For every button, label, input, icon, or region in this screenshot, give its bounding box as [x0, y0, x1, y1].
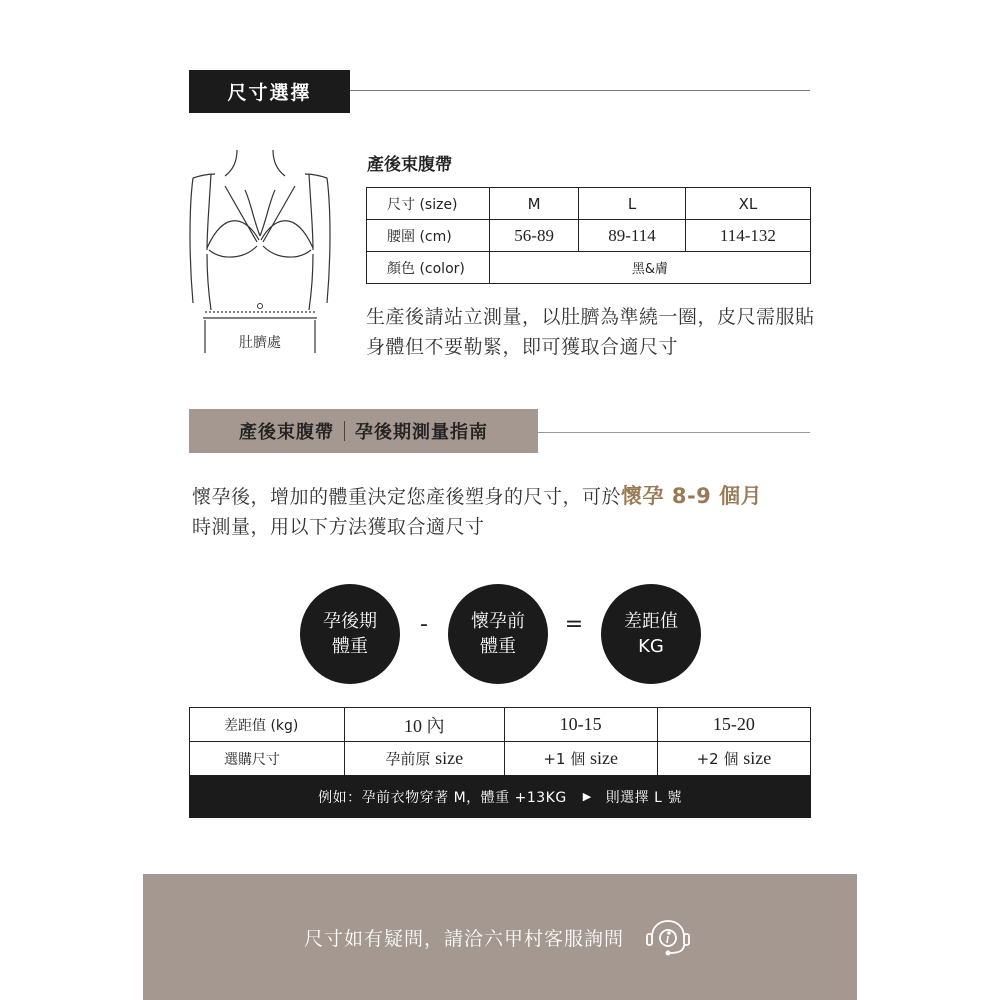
product-title: 產後束腹帶	[367, 155, 452, 175]
table-cell: 黑&膚	[490, 252, 811, 284]
formula-later-weight	[300, 584, 400, 684]
equals-sign: =	[564, 612, 584, 637]
table-cell	[504, 708, 657, 742]
cell-prefix: +1 個	[543, 750, 590, 768]
cell-size: size	[435, 748, 464, 768]
play-arrow-icon: ▶	[582, 790, 592, 803]
guide-header-main: 產後束腹帶	[239, 422, 334, 443]
body-figure-illustration	[185, 148, 335, 358]
table-cell: 差距值 (kg)	[190, 708, 345, 742]
cell-size: size	[743, 748, 772, 768]
circle-line: 懷孕前	[471, 611, 525, 632]
circle-line: 體重	[332, 636, 368, 657]
size-section-header: 尺寸選擇	[189, 70, 350, 113]
guide-text-before: 懷孕後，增加的體重決定您產後塑身的尺寸，可於	[192, 486, 622, 508]
measure-instruction: 生產後請站立測量，以肚臍為準繞一圈，皮尺需服貼身體但不要勒緊，即可獲取合適尺寸	[366, 306, 815, 358]
size-table	[366, 187, 811, 284]
table-cell	[657, 742, 810, 776]
size-selection-table	[189, 707, 811, 776]
table-cell	[345, 708, 505, 742]
table-cell	[657, 708, 810, 742]
example-text: 例如：孕前衣物穿著 M，體重 +13KG	[318, 789, 567, 806]
guide-text-after: 時測量，用以下方法獲取合適尺寸	[192, 516, 485, 538]
cell-value: 10 內	[404, 715, 445, 736]
header-divider	[538, 432, 810, 433]
table-cell: 56-89	[490, 220, 579, 252]
guide-text-highlight: 懷孕 8-9 個月	[621, 484, 763, 508]
formula-difference	[601, 584, 701, 684]
cell-value: 10-15	[559, 714, 602, 734]
customer-service-footer[interactable]	[143, 874, 857, 1000]
example-bar	[189, 775, 811, 818]
headset-info-icon	[640, 917, 696, 957]
formula-pre-weight	[448, 584, 548, 684]
guide-header-sub: 孕後期測量指南	[355, 422, 488, 443]
table-cell	[345, 742, 505, 776]
minus-sign: -	[420, 612, 428, 637]
circle-line: 孕後期	[323, 611, 377, 632]
table-cell: 腰圍 (cm)	[367, 220, 490, 252]
table-cell: 顏色 (color)	[367, 252, 490, 284]
table-cell	[504, 742, 657, 776]
table-cell: 114-132	[685, 220, 810, 252]
table-row	[190, 742, 811, 776]
table-cell: 選購尺寸	[190, 742, 345, 776]
navel-label: 肚臍處	[239, 335, 281, 351]
table-cell: 89-114	[579, 220, 686, 252]
guide-section-header	[189, 409, 538, 453]
table-row	[367, 220, 811, 252]
table-cell: M	[490, 188, 579, 220]
circle-line: 差距值	[624, 611, 678, 632]
cell-size: size	[589, 748, 618, 768]
guide-text	[192, 481, 822, 542]
table-cell: L	[579, 188, 686, 220]
table-cell: XL	[685, 188, 810, 220]
cell-prefix: +2 個	[696, 750, 744, 768]
circle-line: 體重	[480, 636, 516, 657]
example-result: 則選擇 L 號	[605, 789, 682, 806]
table-row	[367, 188, 811, 220]
header-separator	[344, 421, 345, 441]
cell-value: 15-20	[712, 714, 755, 734]
circle-line: KG	[638, 636, 664, 657]
header-divider	[350, 90, 810, 91]
table-row	[190, 708, 811, 742]
cell-prefix: 孕前原	[385, 750, 436, 768]
table-cell: 尺寸 (size)	[367, 188, 490, 220]
table-row	[367, 252, 811, 284]
footer-text: 尺寸如有疑問，請洽六甲村客服詢問	[303, 927, 624, 950]
